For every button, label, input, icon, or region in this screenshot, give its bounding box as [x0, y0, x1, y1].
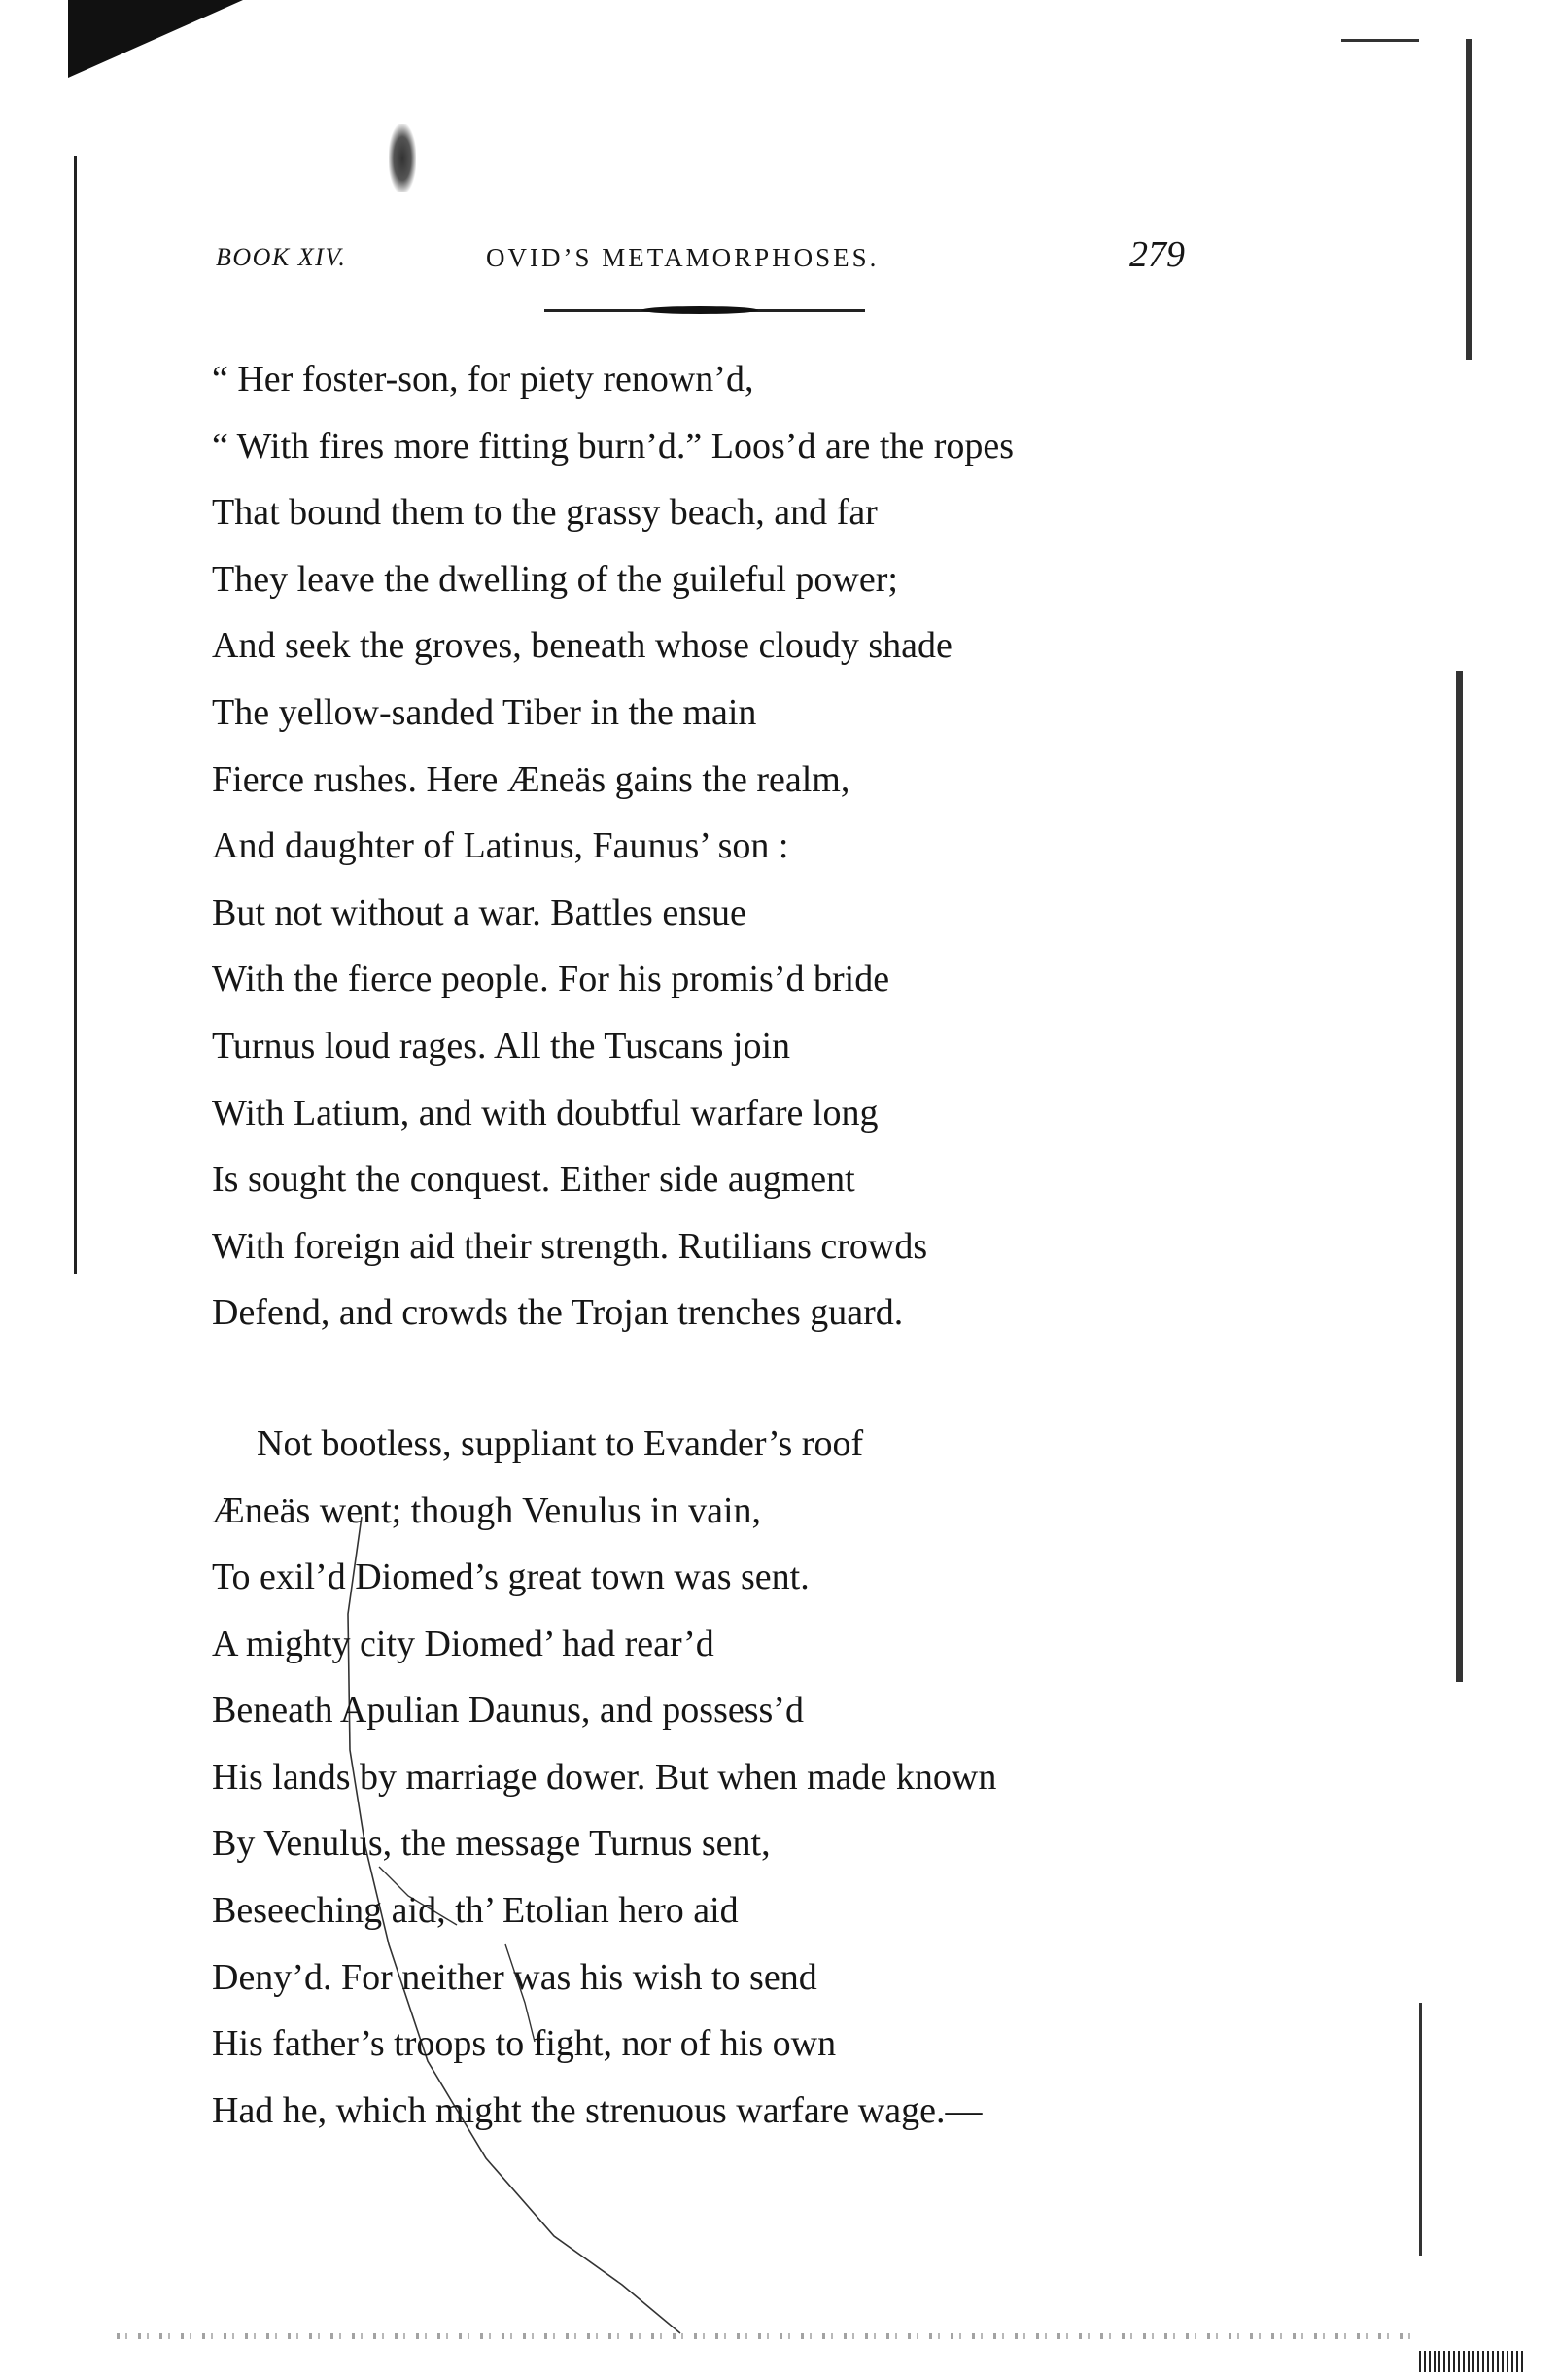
verse-line: Æneäs went; though Venulus in vain,: [212, 1489, 762, 1531]
right-top-tick: [1341, 39, 1419, 42]
verse-line: And seek the groves, beneath whose cloudy shade: [212, 625, 953, 667]
stanza-1: [212, 346, 1223, 1347]
scan-corner-mark: [68, 0, 243, 78]
verse-line: By Venulus, the message Turnus sent,: [212, 1823, 771, 1865]
verse-line: Deny’d. For neither was his wish to send: [212, 1956, 817, 1998]
verse-line: Beseeching aid, th’ Etolian hero aid: [212, 1890, 739, 1932]
verse-line: Defend, and crowds the Trojan trenches guard.: [212, 1292, 904, 1334]
verse-line: With foreign aid their strength. Rutilians crowds: [212, 1225, 928, 1267]
verse-line: The yellow-sanded Tiber in the main: [212, 691, 757, 733]
verse-line: “ Her foster-son, for piety renown’d,: [212, 359, 754, 400]
right-margin-bar-top: [1466, 39, 1472, 360]
verse-line: His father’s troops to fight, nor of his own: [212, 2023, 837, 2065]
verse-line: Fierce rushes. Here Æneäs gains the realm,: [212, 758, 850, 800]
right-margin-bar-middle: [1456, 671, 1463, 1682]
verse-line: A mighty city Diomed’ had rear’d: [212, 1623, 714, 1664]
verse-line: But not without a war. Battles ensue: [212, 892, 746, 933]
verse-line: Had he, which might the strenuous warfare wage.—: [212, 2089, 983, 2131]
running-head: [0, 234, 1559, 278]
verse-body: [212, 346, 1223, 2144]
bottom-edge-noise: [117, 2333, 1419, 2339]
book-label: BOOK XIV.: [216, 243, 347, 271]
stanza-break: [212, 1347, 1223, 1411]
verse-line: Not bootless, suppliant to Evander’s roof: [257, 1422, 864, 1464]
verse-line: Is sought the conquest. Either side augment: [212, 1159, 855, 1201]
stanza-2: [212, 1411, 1223, 2145]
verse-line: His lands by marriage dower. But when made known: [212, 1756, 997, 1798]
running-title: OVID’S METAMORPHOSES.: [486, 243, 880, 272]
verse-line: “ With fires more fitting burn’d.” Loos’d are the ropes: [212, 425, 1015, 467]
verse-line: With the fierce people. For his promis’d bride: [212, 959, 890, 1000]
bottom-right-mark: [1419, 2351, 1526, 2372]
verse-line: Turnus loud rages. All the Tuscans join: [212, 1025, 791, 1067]
verse-line: Beneath Apulian Daunus, and possess’d: [212, 1690, 804, 1732]
left-margin-line: [74, 156, 77, 1274]
verse-line: That bound them to the grassy beach, and far: [212, 492, 878, 534]
header-rule-ornament: [641, 306, 758, 314]
right-margin-bar-bottom: [1419, 2003, 1422, 2256]
ink-blot: [389, 124, 416, 192]
page-number: 279: [1129, 234, 1185, 275]
verse-line: And daughter of Latinus, Faunus’ son :: [212, 825, 789, 867]
verse-line: They leave the dwelling of the guileful power;: [212, 558, 898, 600]
verse-line: With Latium, and with doubtful warfare long: [212, 1092, 879, 1134]
verse-line: To exil’d Diomed’s great town was sent.: [212, 1557, 810, 1598]
